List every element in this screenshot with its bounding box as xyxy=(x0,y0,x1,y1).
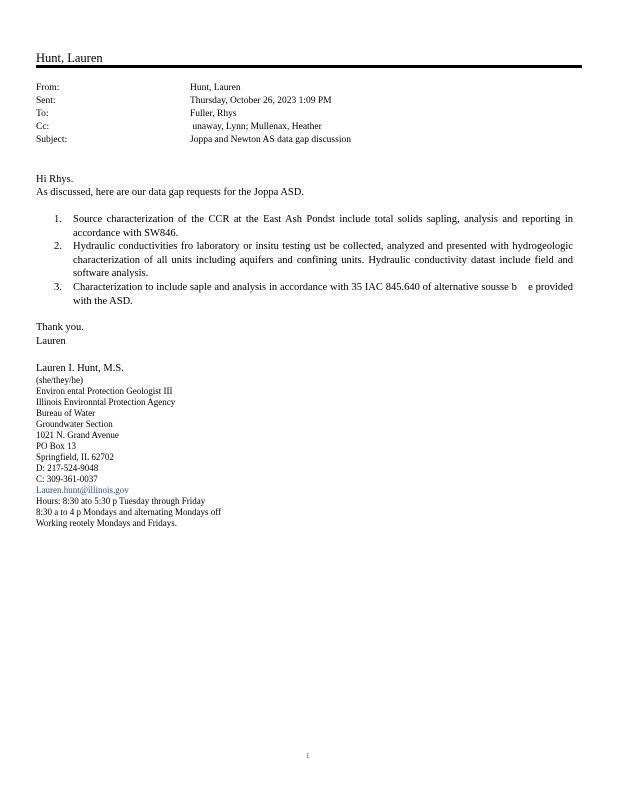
closing: Thank you. xyxy=(36,322,84,333)
header-label: Subject: xyxy=(36,135,68,145)
signature-cell-phone: C: 309-361-0037 xyxy=(36,474,98,484)
signature-hours: 8:30 a to 4 p Mondays and alternating Mondays off xyxy=(36,507,222,517)
list-item-number: 3. xyxy=(54,282,62,293)
signature-section: Groundwater Section xyxy=(36,419,113,429)
request-list xyxy=(36,213,584,309)
list-item-text: Characterization to include saple and analysis in accordance with 35 IAC 845.640 of alternative sousse b e provided with the ASD. xyxy=(73,282,576,307)
signature-bureau: Bureau of Water xyxy=(36,408,96,418)
signature-agency: Illinois Environntal Protection Agency xyxy=(36,397,176,407)
header-rule xyxy=(36,65,582,68)
header-value: Joppa and Newton AS data gap discussion xyxy=(190,135,351,145)
intro-text: As discussed, here are our data gap requests for the Joppa ASD. xyxy=(36,187,304,198)
header-value: Fuller, Rhys xyxy=(190,109,237,119)
closing-name: Lauren xyxy=(36,336,66,347)
header-value: Thursday, October 26, 2023 1:09 PM xyxy=(190,96,332,106)
header-label: To: xyxy=(36,109,49,119)
email-headers xyxy=(36,82,582,148)
signature-name: Lauren I. Hunt, M.S. xyxy=(36,363,124,374)
signature-hours: Hours: 8:30 ato 5:30 p Tuesday through Friday xyxy=(36,496,206,506)
signature-address: 1021 N. Grand Avenue xyxy=(36,430,119,440)
header-value: Hunt, Lauren xyxy=(190,83,241,93)
signature-email-link[interactable]: Lauren.hunt@illinois.gov xyxy=(36,485,129,495)
signature-po-box: PO Box 13 xyxy=(36,441,77,451)
signature-title: Environ ental Protection Geologist III xyxy=(36,386,173,396)
signature-direct-phone: D: 217-524-9048 xyxy=(36,463,99,473)
list-item-text: Source characterization of the CCR at the East Ash Pondst include total solids sapling, analysis and reporting in accordance with SW846. xyxy=(73,214,573,239)
header-label: Cc: xyxy=(36,122,50,132)
signature-pronouns: (she/they/he) xyxy=(36,375,83,385)
signature-hours: Working reotely Mondays and Fridays. xyxy=(36,518,178,528)
header-value: unaway, Lynn; Mullenax, Heather xyxy=(190,122,322,132)
page-number: 1 xyxy=(306,752,310,760)
signature-block xyxy=(36,362,336,529)
header-label: From: xyxy=(36,83,60,93)
sender-name: Hunt, Lauren xyxy=(36,51,103,65)
header-label: Sent: xyxy=(36,96,56,106)
list-item-number: 2. xyxy=(54,241,62,252)
greeting: Hi Rhys. xyxy=(36,174,74,185)
signature-city: Springfield, IL 62702 xyxy=(36,452,114,462)
list-item-number: 1. xyxy=(54,214,62,225)
list-item-text: Hydraulic conductivities fro laboratory or insitu testing ust be collected, analyzed and presented with hydrogeologic characterization of all units including aquifers and confining units. Hydraulic conductivity datast include field and software analysis. xyxy=(73,241,573,279)
